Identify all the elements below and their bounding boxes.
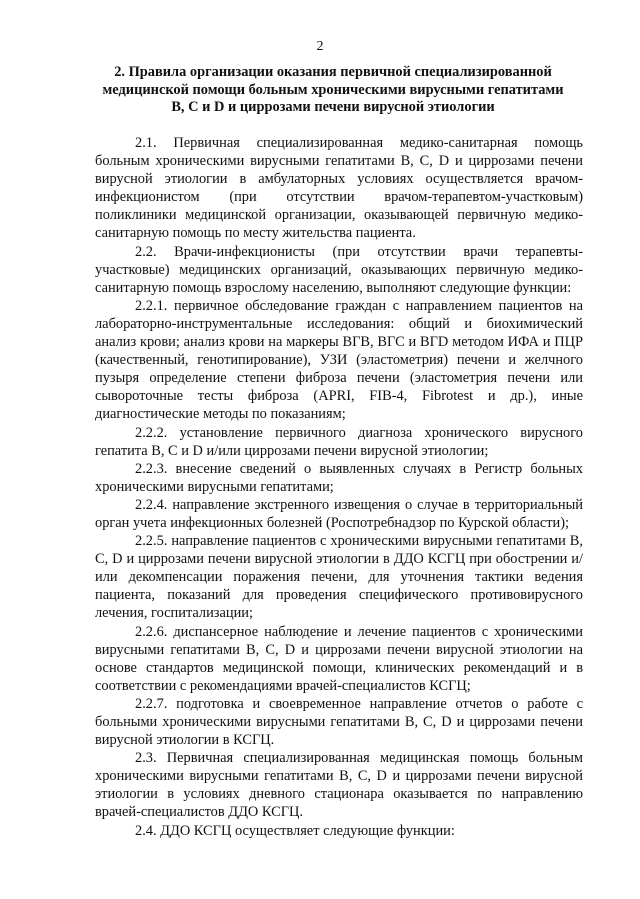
paragraph-2-2-2: 2.2.2. установление первичного диагноза хронического вирусного гепатита B, C и D и/или циррозами печени вирусной этиологии; (95, 424, 583, 459)
paragraph-2-2-5: 2.2.5. направление пациентов с хроническими вирусными гепатитами B, C, D и циррозами печени вирусной этиологии в ДДО КСГЦ при обострении и/или декомпенсации поражения печени, для уточнения тактики ведения пациента, показаний для проведения специфического противовирусного лечения, госпитализации; (95, 533, 583, 622)
paragraph-2-2-1: 2.2.1. первичное обследование граждан с направлением пациентов на лабораторно-инструментальные исследования: общий и биохимический анализ крови; анализ крови на маркеры ВГВ, ВГС и ВГD методом ИФА и ПЦР (качественный, генотипирование), УЗИ (эластометрия) печени и желчного пузыря определение степени фиброза печени (эластометрия печени или сывороточные тесты фиброза (APRI, FIB-4, Fibrotest и др.), иные диагностические методы по показаниям; (95, 297, 583, 423)
paragraph-2-2-3: 2.2.3. внесение сведений о выявленных случаях в Регистр больных хроническими вирусными гепатитами; (95, 460, 583, 495)
document-body (95, 134, 583, 840)
paragraph-2-2-7: 2.2.7. подготовка и своевременное направление отчетов о работе с больными хроническими вирусными гепатитами B, C, D и циррозами печени вирусной этиологии в КСГЦ. (95, 695, 583, 749)
paragraph-2-4: 2.4. ДДО КСГЦ осуществляет следующие функции: (135, 822, 455, 839)
paragraph-2-2-4: 2.2.4. направление экстренного извещения о случае в территориальный орган учета инфекционных болезней (Роспотребнадзор по Курской области); (95, 496, 583, 531)
paragraph-2-2: 2.2. Врачи-инфекционисты (при отсутствии врачи терапевты-участковые) медицинских организаций, оказывающих первичную медико-санитарную помощь взрослому населению, выполняют следующие функции: (95, 243, 583, 296)
paragraph-2-2-6: 2.2.6. диспансерное наблюдение и лечение пациентов с хроническими вирусными гепатитами B, C, D и циррозами печени вирусной этиологии на основе стандартов медицинской помощи, клинических рекомендаций и в соответствии с рекомендациями врачей-специалистов КСГЦ; (95, 623, 583, 694)
page-number: 2 (316, 39, 324, 54)
section-heading: 2. Правила организации оказания первичной специализированной медицинской помощи больным хроническими вирусными гепатитами B, C и D и циррозами печени вирусной этиологии (102, 64, 564, 115)
paragraph-2-1: 2.1. Первичная специализированная медико-санитарная помощь больным хроническими вирусными гепатитами B, C, D и циррозами печени вирусной этиологии в амбулаторных условиях осуществляется врачом-инфекционистом (при отсутствии врачом-терапевтом-участковым) поликлиники медицинской организации, оказывающей первичную медико-санитарную помощь по месту жительства пациента. (95, 135, 583, 242)
paragraph-2-3: 2.3. Первичная специализированная медицинская помощь больным хроническими вирусными гепатитами B, C, D и циррозами печени вирусной этиологии в условиях дневного стационара оказывается по направлению врачей-специалистов ДДО КСГЦ. (95, 750, 583, 821)
